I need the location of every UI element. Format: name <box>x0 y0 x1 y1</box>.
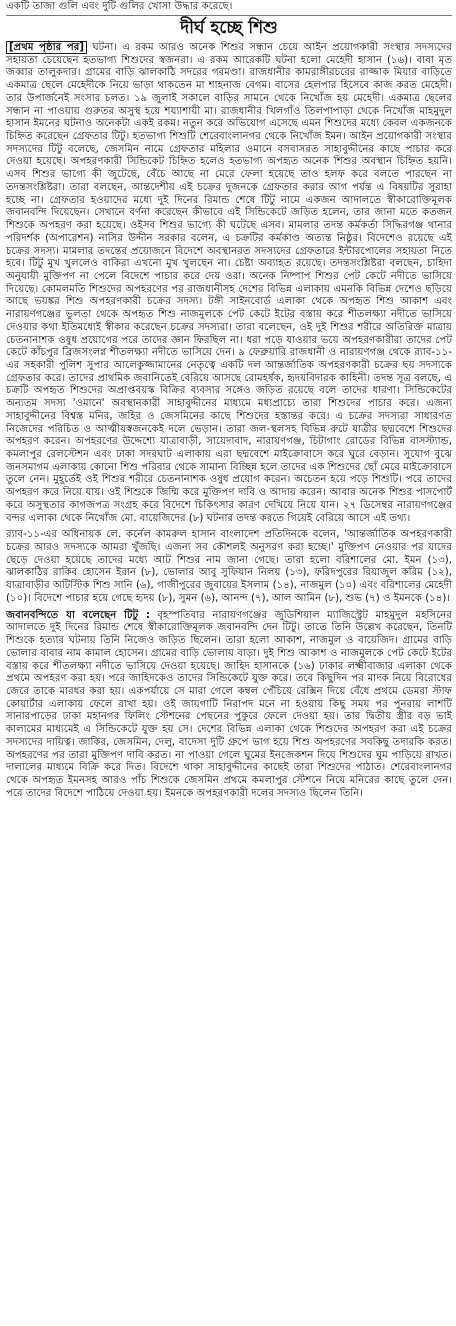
body-text-3: বৃহস্পতিবার নারায়ণগঞ্জের জুডিশিয়াল ম্যাজিস্ট্রেট মাহমুদুল মহসিনের আদালতে দুই দিনের রিমান্ড শেষে স্বীকারোক্তিমূলক জবানবন্দি দেন টিটু। তাতে তিনি উল্লেখ করেছেন, তিনটি শিশুকে হত্যার ঘটনায় তিনি নিজেও জড়িত ছিলেন। তারা হলো আকাশ, নাজমুল ও বায়েজিদ। গ্রামের বাড়ি ভোলার বাবার নাম কামাল হোসেন। গ্রামের বাড়ি ভোলায় বাড়া। দুই শিশু আকাশ ও নাজমুলকে পেট কেটে ইটের বস্তায় করে শীতলক্ষ্যা নদীতে ভাসিয়ে দেওয়া হয়েছে। জাহিদ হাসানকে (১৬) ঢাকার লক্ষ্মীবাজার এলাকা থেকে প্রথমে অপহরণ করা হয়। পরে জাহিদকেও তাদের সিন্ডিকেটে যুক্ত করে। তবে কিছুদিন পর মাদক নিয়ে বিরোধের জেরে তাকে মারধর করা হয়। একপর্যায়ে সে মারা গেলে কম্বল পেঁচিয়ে রেক্সিন দিয়ে বেঁধে প্রথমে ডেমরা স্টাফ কোয়ার্টার এলাকায় ফেলে রাখা হয়। ওই জায়গাটি নিরাপদ মনে না হওয়ায় কিছু সময় পর পুনরায় লাশটি সানারপাড়ের ঢাকা মহানগর ফিলিং স্টেশনের পেছনের পুকুরে ফেলে দেওয়া হয়। তার দ্বিতীয় স্ত্রীর বড় ভাই কালামের মাধ্যমেই এ সিন্ডিকেটে যুক্ত হয় সে। দেশের বিভিন্ন এলাকা থেকে শিশুদের অপহরণ করা এই চক্রের সদস্যদের দায়িত্ব। জাকির, জেসমিন, দেলু, বাদেসা দুটি গ্রুপে ভাগ হয়ে শিশু অপহরণের সবকিছু তদারকি করত। অপহরণের পর তারা মুক্তিপণ দাবি করত। না পাওয়া গেলে ঘুমের ইনজেকশন দিয়ে শিশুদের ঘুম পাড়িয়ে রাখত। দালালের মাধ্যমে বিক্রি করে দিত। বিদেশে থাকা সাহাবুদ্দীনের কাছেই তারা শিশুদের পাঠাত। শেরেবাংলানগর থেকে অপহৃত ইমনসহ আরও পাঁচ শিশুকে জেসমিন প্রথমে কমলাপুর স্টেশনে নিয়ে মনিরের কাছে তুলে দেন। পরে তাদের বিদেশে পাঠিয়ে দেওয়া হয়। ইমনকে অপহরণকারী দলের সদস্যও ছিলেন তিনি। <box>6 609 452 799</box>
headline: দীর্ঘ হচ্ছে শিশু <box>180 18 278 38</box>
body-paragraph-1 <box>6 42 452 525</box>
preceding-article-last-line: একটি তাজা গুলি এবং দুটি গুলির খোসা উদ্ধার করেছে। <box>6 0 452 16</box>
subheading: জবানবন্দিতে যা বলেছেন টিটু : <box>6 609 150 621</box>
body-paragraph-3 <box>6 610 452 801</box>
body-paragraph-2: র‌্যাব-১১-এর অধিনায়ক লে. কর্নেল কামরুল হাসান বাংলাদেশ প্রতিদিনকে বলেন, 'আন্তর্জাতিক অপহরণকারী চক্রের আরও সদস্যকে আমরা খুঁজছি। এজন্য সব কৌশলই অনুসরণ করা হচ্ছে।' মুক্তিপণ নেওয়ার পর যাদের ছেড়ে দেওয়া হয়েছে তাদের মধ্যে আট শিশুর নাম জানা গেছে। তারা হলো বরিশালের মো. ইমন (১৩), ঝালকাঠির রাকিব হোসেন ইরান (৮), ভোলার আবু সুফিয়ান নিলয় (১৩), ফরিদপুরের রিয়াজুল করিম (১২), যাত্রাবাড়ীর অটিস্টিক শিশু সানি (৬), গাজীপুরের জুবায়ের ইসলাম (১৪), নাজমুল (১০) এবং বরিশালের মেহেদী (১০)। বিদেশে পাচার হয়ে গেছে হৃদয় (৮), সুমন (৬), আনন্দ (৭), আল আমিন (৮), শুভ (৭) ও ইমনকে (১৪)। <box>6 529 452 604</box>
body-text-1: ঘটনা। এ রকম আরও অনেক শিশুর সন্ধান চেয়ে আইন প্রয়োগকারী সংস্থার সদস্যদের সহায়তা চেয়েছেন হতভাগ্য শিশুদের স্বজনরা। এ রকম আরেকটি ঘটনা হলো মেহেদী হাসান (১৬)। বাবা মৃত জব্বার তালুকদার। গ্রামের বাড়ি ঝালকাঠি সদরের গরমণ্ডা। রাজধানীর কামরাঙ্গীরচরের রাজ্জাক মিয়ার বাড়িতে একমাত্র ছেলে মেহেদীকে নিয়ে ভাড়া থাকতেন মা শাহনাজ বেগম। বাসের হেলপার হিসেবে কাজ করত মেহেদী। তার উপার্জনেই সংসার চলত। ১৯ জুলাই সকালে বাড়ির সামনে থেকে নিখোঁজ হয় মেহেদী। একমাত্র ছেলের সন্ধান না পাওয়ায় গুরুতর অসুস্থ হয়ে শয্যাশায়ী মা। রাজধানীর খিলগাঁও তিলপাপাড়া থেকে নিখোঁজ মাহমুদুল হাসান ইমনের ঘটনাও অনেকটা একই রকম। নতুন করে অভিযোগ এসেছে এমন শিশুদের মধ্যে কেবল একজনকে চিহ্নিত করেছেন গ্রেফতার টিটু। হতভাগ্য শিশুটি শেরেবাংলানগর থেকে নিখোঁজ ইমন। আইন প্রয়োগকারী সংস্থার সদস্যদের টিটু বলেছে, জেসমিন নামে গ্রেফতার মহিলার ওমানে বসবাসরত সাহাবুদ্দীনের কাছে পাচার করে দেওয়া হয়েছে। অপহরণকারী সিন্ডিকেট চিহ্নিত হলেও হতভাগ্য অপহৃত অনেক শিশুর অবস্থান চিহ্নিত হয়নি। এসব শিশুর ভাগ্যে কী জুটেছে, বেঁচে আছে না মেরে ফেলা হয়েছে তাও হলফ করে বলতে পারছেন না তদন্তসংশ্লিষ্টরা। তারা বলছেন, আন্তদেশীয় এই চক্রের দুজনকে গ্রেফতার করার আগ পর্যন্ত এ বিষয়টির সুরাহা হচ্ছে না। গ্রেফতার হওয়াদের মধ্যে দুই দিনের রিমান্ড শেষে টিটু নামে একজন আদালতে স্বীকারোক্তিমূলক জবানবন্দি দিয়েছেন। সেখানে বর্ণনা করেছেন কীভাবে এই সিন্ডিকেটে জড়িত হলেন, তার জানা মতে কতজন শিশুকে অপহরণ করা হয়েছে। ওইসব শিশুর ভাগ্যে কী ঘটেছে এসব। মামলার তদন্ত কর্মকর্তা সিদ্ধিরগঞ্জ থানার পরিদর্শক (অপারেশন) নাসির উদ্দীন সরকার বলেন, এ চক্রটির কর্মকাণ্ড অত্যন্ত নিষ্ঠুর। বিদেশেও রয়েছে এই চক্রের সদস্য। মামলার তদন্তের প্রয়োজনে বিদেশে অবস্থানরত সদস্যদের গ্রেফতারে ইন্টারপোলের সহায়তা নিতে হবে। টিটু মুখ খুললেও বাকিরা এখনো মুখ খুলছেন না। চেষ্টা অব্যাহত রয়েছে। তদন্তসংশ্লিষ্টরা বলছেন, চাহিদা অনুযায়ী মুক্তিপণ না পেলে বিদেশে পাচার করে দেয় ওরা। অনেক নিষ্পাপ শিশুর পেট কেটে নদীতে ভাসিয়ে দিয়েছে। কোমলমতি শিশুদের অপহরণের পর রাজধানীসহ দেশের বিভিন্ন এলাকায় এমনকি বিভিন্ন দেশেও ছড়িয়ে আছে ভয়ঙ্কর শিশু অপহরণকারী চক্রের সদস্য। টঙ্গী সাইনবোর্ড এলাকা থেকে অপহৃত শিশু আকাশ এবং নারায়ণগঞ্জের ভুলতা থেকে অপহৃত শিশু নাজমুলকে পেট কেটে ইটের বস্তায় করে শীতলক্ষ্যা নদীতে ভাসিয়ে দেওয়ার কথা ইতিমধ্যেই স্বীকার করেছেন চক্রের সদস্যরা। তারা বলেছেন, ওই দুই শিশুর শরীরে অতিরিক্ত মাত্রায় চেতনানাশক ওষুধ প্রয়োগের পরে তাদের জ্ঞান ফিরছিল না। ধরা পড়ে যাওয়ার ভয়ে অপহরণকারীরা তাদের পেট কেটে কাঁচপুর ব্রিজসংলগ্ন শীতলক্ষ্যা নদীতে ভাসিয়ে দেন। ৯ ফেব্রুয়ারি রাজধানী ও নারায়ণগঞ্জ থেকে র‌্যাব-১১-এর সহকারী পুলিশ সুপার আলেকুজ্জামানের নেতৃত্বে একটি দল আন্তর্জাতিক অপহরণকারী চক্রের ছয় সদস্যকে গ্রেফতার করে। তাদের প্রাথমিক জবানিতেই বেরিয়ে আসছে রোমহর্ষক, হৃদয়বিদারক কাহিনী। তদন্ত সূত্র বলছে, এ চক্রটি অপহৃত শিশুদের অপ্রাপ্তবয়স্ক বিক্রির ব্যবসার সঙ্গেও জড়িত রয়েছে বলে তাদের ধারণা। সিন্ডিকেটের অন্যতম সদস্য 'ওমানে' অবস্থানকারী সাহাবুদ্দীনের মাধ্যমে মধ্যপ্রাচ্যে তারা শিশুদের পাচার করে। এজন্য সাহাবুদ্দীনের বিশ্বস্ত মনির, জহির ও জেসমিনের কাছে শিশুদের হস্তান্তর করে। এ চক্রের সদস্যরা সাধারণত নিজেদের পরিচিত ও আত্মীয়স্বজনকেই দলে ভেড়ান। তারা জল-স্থলসহ বিভিন্ন রুটে যাত্রীর ছদ্মবেশে শিশুদের অপহরণ করেন। অপহরণের উদ্দেশ্যে যাত্রাবাড়ী, সায়েদাবাদ, নারায়ণগঞ্জ, চিটাগাং রোডের বিভিন্ন বাসস্ট্যান্ড, কমলাপুর রেলস্টেশন এবং ঢাকা সদরঘাট এলাকায় এরা ছদ্মবেশে মাইক্রোবাসে করে ঘুরে বেড়ান। সুযোগ বুঝে জনসমাগম এলাকায় কোনো শিশু পরিবার থেকে সামান্য বিচ্ছিন্ন হলে তাদের এক শিশুদের ছোঁ মেরে মাইক্রোবাসে তুলে নেন। মুহূর্তেই ওই শিশুর শরীরে চেতনানাশক ওষুধ প্রয়োগ করেন। অচেতন হয়ে পড়ে শিশুটি। পরে তাদের অপহরণ করে নিয়ে যায়। ওই শিশুকে জিম্মি করে মুক্তিপণ দাবি ও আদায় করেন। আবার অনেক শিশুর পাসপোর্ট করে অসুস্থতার কাগজপত্র সংগ্রহ করে বিদেশে চিকিৎসার কারণ দেখিয়ে নিয়ে যান। ২৭ ডিসেম্বর নারায়ণগঞ্জের বন্দর এলাকা থেকে নিখোঁজ মো. বায়েজিদের (৮) ঘটনার তদন্ত করতে গিয়েই বেরিয়ে আসে এই তথ্য। <box>6 42 452 524</box>
continuation-label: [প্রথম পৃষ্ঠার পর] <box>6 41 87 54</box>
